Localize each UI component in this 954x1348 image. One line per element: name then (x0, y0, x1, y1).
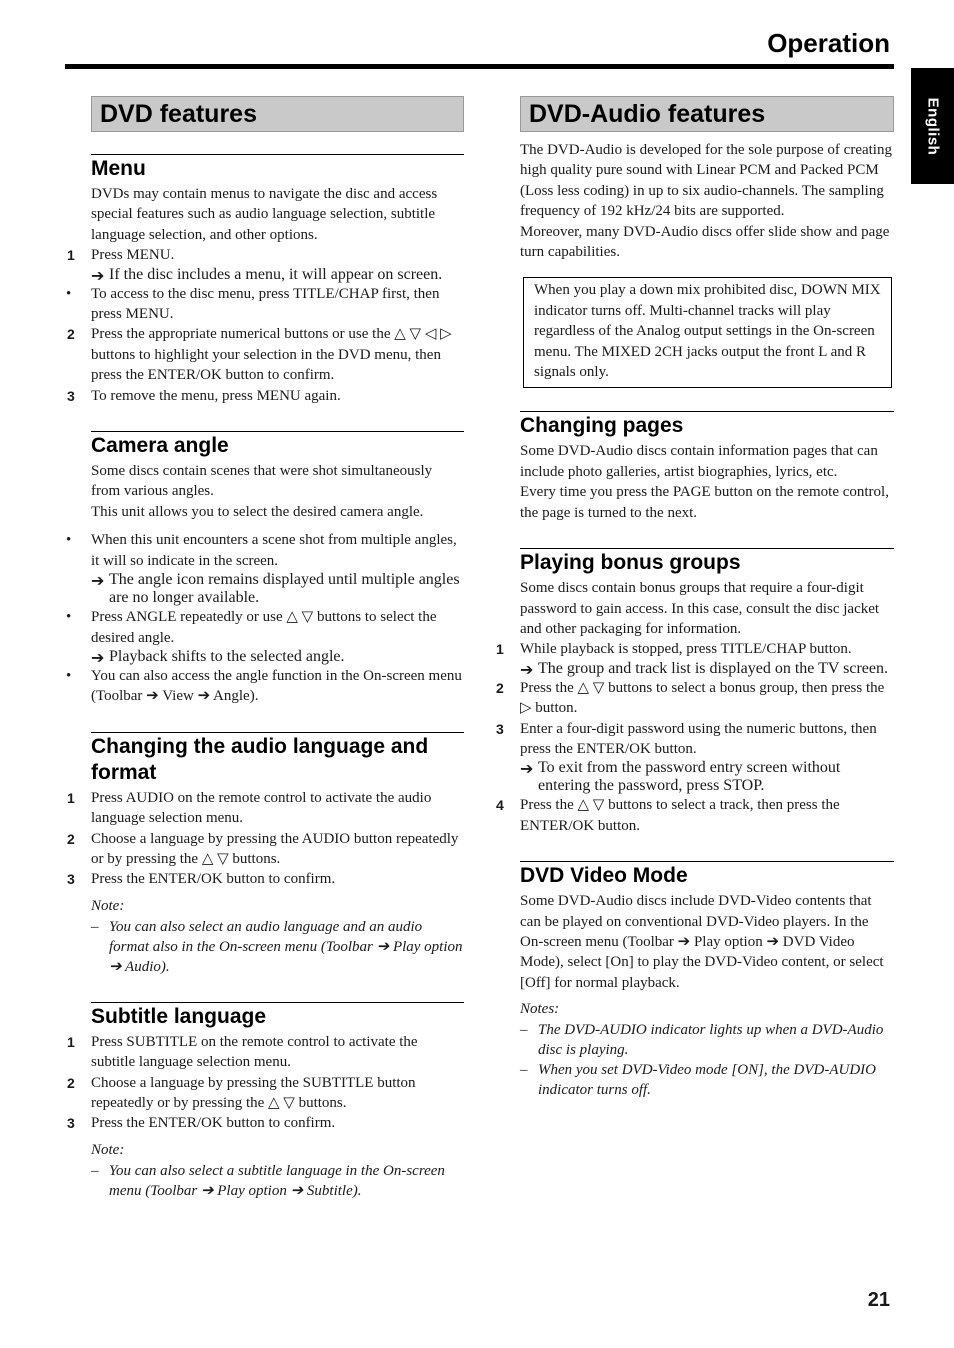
audio-step-3 (67, 869, 464, 889)
dvd-audio-intro-2: Moreover, many DVD-Audio discs offer slide show and page turn capabilities. (520, 223, 890, 261)
menu-step-1-result (91, 266, 464, 284)
bullet-text: Press ANGLE repeatedly or use △ ▽ buttons to select the desired angle. (91, 609, 437, 646)
step-text: Choose a language by pressing the AUDIO button repeatedly or by pressing the △ ▽ buttons. (91, 830, 459, 867)
language-side-tab (911, 68, 954, 184)
result-text: To exit from the password entry screen without entering the password, press STOP. (538, 759, 841, 795)
subtitle-language-section (67, 1002, 464, 1201)
bonus-step-2 (496, 678, 894, 719)
menu-heading: Menu (91, 154, 464, 182)
camera-bullet-2 (66, 607, 464, 648)
step-number: 3 (496, 720, 504, 737)
camera-bullet-2-result (91, 648, 464, 666)
bonus-groups-section (496, 548, 894, 836)
changing-pages-heading: Changing pages (520, 411, 894, 439)
bonus-step-1-result (520, 660, 894, 678)
step-text: Press the ENTER/OK button to confirm. (91, 871, 336, 888)
camera-bullet-1 (66, 530, 464, 571)
bonus-step-1 (496, 639, 894, 659)
step-number: 3 (67, 871, 75, 888)
note-item (520, 1020, 894, 1060)
audio-language-section (67, 732, 464, 977)
note-label: Note: (91, 897, 125, 914)
page-section-title: Operation (767, 28, 890, 58)
menu-bullet-1 (66, 284, 464, 325)
note-label: Note: (91, 1141, 125, 1158)
camera-angle-section (66, 431, 464, 707)
bullet-icon: • (66, 667, 72, 684)
step-number: 1 (67, 1033, 75, 1050)
step-number: 4 (496, 797, 504, 814)
bullet-text: To access to the disc menu, press TITLE/CHAP first, then press MENU. (91, 285, 440, 323)
subtitle-language-heading: Subtitle language (91, 1002, 464, 1030)
camera-bullet-3 (66, 666, 464, 707)
bonus-step-4 (496, 795, 894, 836)
step-number: 1 (67, 247, 75, 264)
dash-icon: – (520, 1022, 528, 1039)
bullet-icon: • (66, 285, 72, 302)
result-text: The group and track list is displayed on the TV screen. (538, 659, 888, 677)
bonus-step-3-result (520, 759, 894, 795)
camera-angle-heading: Camera angle (91, 431, 464, 459)
arrow-icon: ➔ (91, 267, 105, 285)
bonus-intro: Some discs contain bonus groups that require a four-digit password to gain access. In this case, consult the disc jacket and other packaging for information. (520, 580, 880, 637)
changing-pages-section (520, 411, 894, 523)
result-text: The angle icon remains displayed until multiple angles are no longer available. (109, 571, 460, 607)
step-text: Press the △ ▽ buttons to select a track, then press the ENTER/OK button. (520, 797, 840, 834)
camera-intro-2: This unit allows you to select the desired camera angle. (91, 503, 424, 520)
note-item (520, 1060, 894, 1100)
menu-step-1 (67, 245, 464, 265)
arrow-icon: ➔ (520, 661, 534, 679)
arrow-icon: ➔ (91, 649, 105, 667)
audio-note (91, 896, 464, 977)
bonus-groups-heading: Playing bonus groups (520, 548, 894, 576)
arrow-icon: ➔ (91, 573, 105, 591)
note-item (91, 1161, 464, 1201)
step-number: 3 (67, 387, 75, 404)
step-number: 2 (67, 1074, 75, 1091)
dvd-audio-intro-1: The DVD-Audio is developed for the sole purpose of creating high quality pure sound with Linear PCM and Packed PCM (Loss less coding) in up to six audio-channels. The sampling frequency of 192 kHz/24 bits are supported. (520, 142, 892, 220)
step-number: 2 (67, 326, 75, 343)
step-text: To remove the menu, press MENU again. (91, 387, 341, 404)
note-item (91, 917, 464, 977)
dvd-features-banner: DVD features (91, 96, 464, 132)
menu-step-3 (67, 386, 464, 406)
step-number: 2 (496, 679, 504, 696)
page-number: 21 (867, 1289, 890, 1311)
subtitle-step-1 (67, 1032, 464, 1073)
dash-icon: – (520, 1062, 528, 1079)
subtitle-note (91, 1140, 464, 1201)
arrow-icon: ➔ (520, 761, 534, 779)
camera-bullet-1-result (91, 571, 464, 607)
bonus-step-3 (496, 719, 894, 760)
right-column (496, 96, 894, 1125)
note-text: You can also select an audio language and an audio format also in the On-screen menu (Toolbar ➔ Play option ➔ Audio). (109, 918, 463, 975)
step-number: 2 (67, 830, 75, 847)
step-text: Press the △ ▽ buttons to select a bonus group, then press the ▷ button. (520, 679, 885, 717)
note-text: You can also select a subtitle language in the On-screen menu (Toolbar ➔ Play option ➔ Subtitle). (109, 1162, 445, 1199)
audio-step-1 (67, 788, 464, 829)
step-number: 3 (67, 1115, 75, 1132)
menu-step-2 (67, 324, 464, 385)
note-text: When you set DVD-Video mode [ON], the DVD-AUDIO indicator turns off. (538, 1062, 876, 1099)
result-text: If the disc includes a menu, it will appear on screen. (109, 265, 443, 283)
bullet-text: You can also access the angle function in the On-screen menu (Toolbar ➔ View ➔ Angle). (91, 667, 462, 705)
menu-intro: DVDs may contain menus to navigate the disc and access special features such as audio language selection, subtitle language selection, and other options. (91, 186, 438, 243)
down-mix-info-box: When you play a down mix prohibited disc, DOWN MIX indicator turns off. Multi-channel tracks will play regardless of the Analog output settings in the On-screen menu. The MIXED 2CH jacks output the front L and R signals only. (523, 277, 892, 388)
audio-step-2 (67, 829, 464, 870)
subtitle-step-3 (67, 1113, 464, 1133)
bullet-text: When this unit encounters a scene shot from multiple angles, it will so indicate in the screen. (91, 532, 457, 569)
step-text: Press MENU. (91, 247, 175, 264)
dvd-video-mode-section (520, 861, 894, 1100)
subtitle-step-2 (67, 1073, 464, 1114)
video-para-1: Some DVD-Audio discs include DVD-Video contents that can be played on conventional DVD-Video players. In the On-screen menu (Toolbar ➔ Play option ➔ DVD Video Mode), select [On] to play the DVD-Video content, or select [Off] for normal playback. (520, 893, 884, 991)
dvd-audio-features-banner: DVD-Audio features (520, 96, 894, 132)
side-tab-label: English (924, 97, 942, 155)
pages-para-2: Every time you press the PAGE button on the remote control, the page is turned to the next. (520, 484, 889, 521)
step-number: 1 (496, 641, 504, 658)
dash-icon: – (91, 1162, 99, 1179)
step-number: 1 (67, 789, 75, 806)
step-text: Choose a language by pressing the SUBTITLE button repeatedly or by pressing the △ ▽ buttons. (91, 1074, 416, 1111)
camera-intro-1: Some discs contain scenes that were shot simultaneously from various angles. (91, 463, 433, 500)
step-text: Enter a four-digit password using the numeric buttons, then press the ENTER/OK button. (520, 720, 877, 757)
step-text: While playback is stopped, press TITLE/CHAP button. (520, 641, 852, 658)
step-text: Press the ENTER/OK button to confirm. (91, 1115, 336, 1132)
note-label: Notes: (520, 1001, 560, 1018)
dash-icon: – (91, 918, 99, 935)
left-column (66, 96, 464, 1226)
menu-section (66, 154, 464, 406)
step-text: Press the appropriate numerical buttons or use the △ ▽ ◁ ▷ buttons to highlight your selection in the DVD menu, then press the ENTER/OK button to confirm. (91, 326, 452, 384)
pages-para-1: Some DVD-Audio discs contain information pages that can include photo galleries, artist biographies, lyrics, etc. (520, 443, 878, 480)
step-text: Press AUDIO on the remote control to activate the audio language selection menu. (91, 789, 432, 827)
bullet-icon: • (66, 609, 72, 626)
header-rule (65, 64, 894, 69)
bullet-icon: • (66, 532, 72, 549)
dvd-video-mode-heading: DVD Video Mode (520, 861, 894, 889)
video-notes (520, 999, 894, 1100)
audio-language-heading: Changing the audio language and format (91, 732, 464, 786)
result-text: Playback shifts to the selected angle. (109, 647, 345, 665)
step-text: Press SUBTITLE on the remote control to activate the subtitle language selection menu. (91, 1033, 418, 1071)
note-text: The DVD-AUDIO indicator lights up when a DVD-Audio disc is playing. (538, 1022, 884, 1059)
